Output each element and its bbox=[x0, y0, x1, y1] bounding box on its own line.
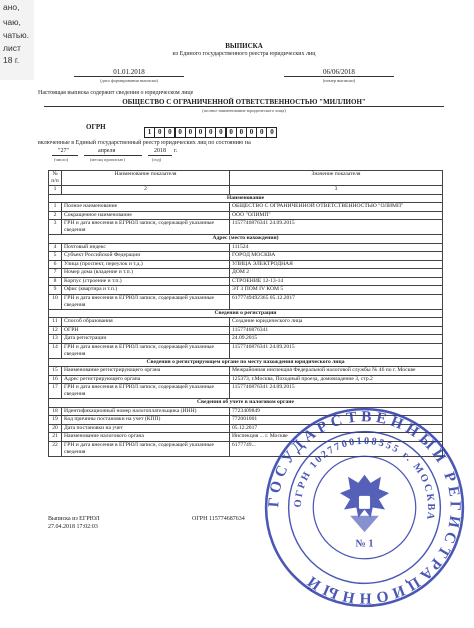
row-indicator-name: Улица (проспект, переулок и т.д.) bbox=[62, 260, 230, 269]
row-indicator-value: 05.12.2017 bbox=[230, 424, 443, 433]
doc-title: ВЫПИСКА bbox=[225, 42, 263, 50]
underline bbox=[84, 155, 142, 156]
company-name-caption: (полное наименование юридического лица) bbox=[202, 108, 286, 113]
row-number: 2 bbox=[49, 211, 62, 220]
extract-number-caption: (номер выписки) bbox=[322, 78, 356, 83]
footer-extract-label: Выписка из ЕГРЮЛ bbox=[48, 516, 100, 522]
table-row bbox=[49, 343, 443, 358]
extract-number: 06/06/2018 bbox=[323, 68, 355, 76]
row-indicator-name: Наименование налогового органа bbox=[62, 433, 230, 442]
row-indicator-name: Дата регистрации bbox=[62, 335, 230, 344]
ogrn-digit: 0 bbox=[185, 127, 196, 138]
section-title: Сведения о регистрирующем органе по месту нахождения юридического лица bbox=[49, 358, 443, 367]
underline bbox=[44, 106, 444, 107]
row-number: 22 bbox=[49, 441, 62, 456]
row-number: 17 bbox=[49, 384, 62, 399]
row-indicator-name: ГРН и дата внесения в ЕГРЮЛ записи, содержащей указанные сведения bbox=[62, 220, 230, 235]
row-indicator-name: Сокращенное наименование bbox=[62, 211, 230, 220]
underline bbox=[284, 76, 394, 77]
colnum-3: 3 bbox=[230, 186, 443, 195]
colnum-2: 2 bbox=[62, 186, 230, 195]
colnum-1: 1 bbox=[49, 186, 62, 195]
row-indicator-name: Наименование регистрирующего органа bbox=[62, 367, 230, 376]
year-caption: (год) bbox=[152, 157, 162, 162]
table-row bbox=[49, 384, 443, 399]
section-title: Наименование bbox=[49, 194, 443, 203]
stamp-outer-text: ГОСУДАРСТВЕННЫЙ РЕГИСТРАЦИОННЫЙ bbox=[265, 408, 464, 607]
ogrn-digit: 0 bbox=[246, 127, 257, 138]
row-number: 3 bbox=[49, 220, 62, 235]
row-number: 5 bbox=[49, 252, 62, 261]
row-indicator-value: 1157746876341 24.09.2015 bbox=[230, 384, 443, 399]
row-number: 12 bbox=[49, 326, 62, 335]
row-number: 20 bbox=[49, 424, 62, 433]
row-indicator-value: ОБЩЕСТВО С ОГРАНИЧЕННОЙ ОТВЕТСТВЕННОСТЬЮ "ОЛИМП" bbox=[230, 203, 443, 212]
edge-text-line: 18 г. bbox=[3, 55, 20, 65]
section-title: Адрес (место нахождения) bbox=[49, 235, 443, 244]
stamp-inner-text: ОГРН 1027700108555 г. МОСКВА bbox=[292, 435, 437, 523]
row-number: 10 bbox=[49, 294, 62, 309]
footer-ogrn: ОГРН 115774687634 bbox=[192, 516, 245, 522]
ogrn-digit: 0 bbox=[215, 127, 226, 138]
table-row bbox=[49, 294, 443, 309]
row-number: 14 bbox=[49, 343, 62, 358]
company-full-name: ОБЩЕСТВО С ОГРАНИЧЕННОЙ ОТВЕТСТВЕННОСТЬЮ "МИЛЛИОН" bbox=[122, 98, 366, 106]
row-indicator-value: 6177749... bbox=[230, 441, 443, 456]
row-indicator-value: 24.09.2015 bbox=[230, 335, 443, 344]
table-row bbox=[49, 269, 443, 278]
contains-text: Настоящая выписка содержит сведения о юридическом лице bbox=[38, 90, 194, 96]
day-caption: (число) bbox=[54, 157, 69, 162]
table-row bbox=[49, 335, 443, 344]
table-row bbox=[49, 220, 443, 235]
row-indicator-name: Код причины постановки на учет (КПП) bbox=[62, 416, 230, 425]
row-indicator-value: 1157746876341 24.09.2015 bbox=[230, 220, 443, 235]
row-indicator-name: Корпус (строение и т.п.) bbox=[62, 277, 230, 286]
row-indicator-value: 111524 bbox=[230, 243, 443, 252]
table-header-row bbox=[49, 171, 443, 186]
row-indicator-value: 1157746876341 bbox=[230, 326, 443, 335]
row-number: 6 bbox=[49, 260, 62, 269]
section-title: Сведения об учете в налоговом органе bbox=[49, 399, 443, 408]
row-number: 13 bbox=[49, 335, 62, 344]
table-row bbox=[49, 326, 443, 335]
row-indicator-name: ГРН и дата внесения в ЕГРЮЛ записи, содержащей указанные сведения bbox=[62, 294, 230, 309]
table-row bbox=[49, 260, 443, 269]
table-colnum-row bbox=[49, 186, 443, 195]
row-number: 18 bbox=[49, 407, 62, 416]
row-indicator-name: ГРН и дата внесения в ЕГРЮЛ записи, содержащей указанные сведения bbox=[62, 384, 230, 399]
row-number: 15 bbox=[49, 367, 62, 376]
row-indicator-value: Инспекция ... г. Москве bbox=[230, 433, 443, 442]
edge-text-line: чаю, bbox=[3, 17, 21, 27]
ogrn-label: ОГРН bbox=[86, 123, 106, 131]
ogrn-digit: 0 bbox=[195, 127, 206, 138]
row-indicator-value: УЛИЦА ЭЛЕКТРОДНАЯ bbox=[230, 260, 443, 269]
header-value: Значение показателя bbox=[230, 171, 443, 186]
row-indicator-name: Офис (квартира и т.п.) bbox=[62, 286, 230, 295]
table-row bbox=[49, 318, 443, 327]
table-row bbox=[49, 211, 443, 220]
row-number: 9 bbox=[49, 286, 62, 295]
double-headed-eagle-icon bbox=[340, 475, 389, 532]
date-year-suffix: г. bbox=[174, 148, 178, 154]
header-number: № п/п bbox=[49, 171, 62, 186]
edge-text-line: ано, bbox=[3, 2, 20, 12]
row-indicator-name: ГРН и дата внесения в ЕГРЮЛ записи, содержащей указанные сведения bbox=[62, 441, 230, 456]
ogrn-digit: 0 bbox=[266, 127, 277, 138]
ogrn-digit: 0 bbox=[256, 127, 267, 138]
underline bbox=[148, 155, 172, 156]
ogrn-digit: 0 bbox=[226, 127, 237, 138]
row-number: 7 bbox=[49, 269, 62, 278]
date-year: 2018 bbox=[154, 148, 166, 154]
ogrn-boxes bbox=[144, 121, 277, 139]
row-indicator-value: ДОМ 2 bbox=[230, 269, 443, 278]
row-indicator-name: ОГРН bbox=[62, 326, 230, 335]
edge-text-line: чатью. bbox=[3, 30, 30, 40]
section-header-row bbox=[49, 235, 443, 244]
ogrn-digit: 0 bbox=[164, 127, 175, 138]
row-indicator-value: 7723409849 bbox=[230, 407, 443, 416]
table-row bbox=[49, 252, 443, 261]
row-indicator-value: СТРОЕНИЕ 12-13-14 bbox=[230, 277, 443, 286]
row-indicator-name: Адрес регистрирующего органа bbox=[62, 375, 230, 384]
row-indicator-name: Почтовый индекс bbox=[62, 243, 230, 252]
round-seal-stamp bbox=[262, 405, 467, 610]
ogrn-digit: 0 bbox=[175, 127, 186, 138]
row-indicator-name: Субъект Российской Федерации bbox=[62, 252, 230, 261]
row-indicator-name: ГРН и дата внесения в ЕГРЮЛ записи, содержащей указанные сведения bbox=[62, 343, 230, 358]
table-row bbox=[49, 243, 443, 252]
stamp-center-text: № 1 bbox=[355, 538, 374, 550]
table-row bbox=[49, 375, 443, 384]
month-caption: (месяц прописью) bbox=[90, 157, 125, 162]
row-number: 11 bbox=[49, 318, 62, 327]
row-indicator-name: Полное наименование bbox=[62, 203, 230, 212]
row-number: 19 bbox=[49, 416, 62, 425]
header-name: Наименование показателя bbox=[62, 171, 230, 186]
row-indicator-value: 125373, г.Москва, Походный проезд, домовладение 3, стр.2 bbox=[230, 375, 443, 384]
row-indicator-name: Способ образования bbox=[62, 318, 230, 327]
row-indicator-value: 772001001 bbox=[230, 416, 443, 425]
row-number: 4 bbox=[49, 243, 62, 252]
table-row bbox=[49, 203, 443, 212]
date-month: апреля bbox=[98, 148, 116, 154]
edge-text-line: лист bbox=[3, 43, 21, 53]
doc-subtitle: из Единого государственного реестра юридических лиц bbox=[172, 51, 316, 57]
table-row bbox=[49, 367, 443, 376]
date-formed: 01.01.2018 bbox=[113, 68, 145, 76]
row-indicator-name: Дата постановки на учет bbox=[62, 424, 230, 433]
section-header-row bbox=[49, 194, 443, 203]
row-indicator-value: Межрайонная инспекция Федеральной налоговой службы № 46 по г. Москве bbox=[230, 367, 443, 376]
row-indicator-value: Создание юридического лица bbox=[230, 318, 443, 327]
row-indicator-value: 1157746876341 24.09.2015 bbox=[230, 343, 443, 358]
row-indicator-name: Номер дома (владение и т.п.) bbox=[62, 269, 230, 278]
footer-timestamp: 27.04.2018 17:02:03 bbox=[48, 524, 98, 530]
row-number: 1 bbox=[49, 203, 62, 212]
ogrn-digit: 0 bbox=[205, 127, 216, 138]
date-day: "27" bbox=[58, 148, 69, 154]
row-indicator-value: ООО "ОЛИМП" bbox=[230, 211, 443, 220]
underline bbox=[52, 155, 78, 156]
row-number: 16 bbox=[49, 375, 62, 384]
row-indicator-value: 6177749492365 05.12.2017 bbox=[230, 294, 443, 309]
date-formed-caption: (дата формирования выписки) bbox=[99, 78, 159, 83]
section-header-row bbox=[49, 358, 443, 367]
ogrn-digit: 0 bbox=[236, 127, 247, 138]
table-row bbox=[49, 286, 443, 295]
row-indicator-name: Идентификационный номер налогоплательщика (ИНН) bbox=[62, 407, 230, 416]
row-number: 8 bbox=[49, 277, 62, 286]
included-text: включенные в Единый государственный реестр юридических лиц по состоянию на bbox=[38, 140, 251, 146]
ogrn-digit: 0 bbox=[154, 127, 165, 138]
section-title: Сведения о регистрации bbox=[49, 309, 443, 318]
table-row bbox=[49, 277, 443, 286]
ogrn-digit: 1 bbox=[144, 127, 155, 138]
section-header-row bbox=[49, 309, 443, 318]
row-indicator-value: ГОРОД МОСКВА bbox=[230, 252, 443, 261]
underline bbox=[74, 76, 184, 77]
row-number: 21 bbox=[49, 433, 62, 442]
row-indicator-value: ЭТ 3 ПОМ IV КОМ 5 bbox=[230, 286, 443, 295]
